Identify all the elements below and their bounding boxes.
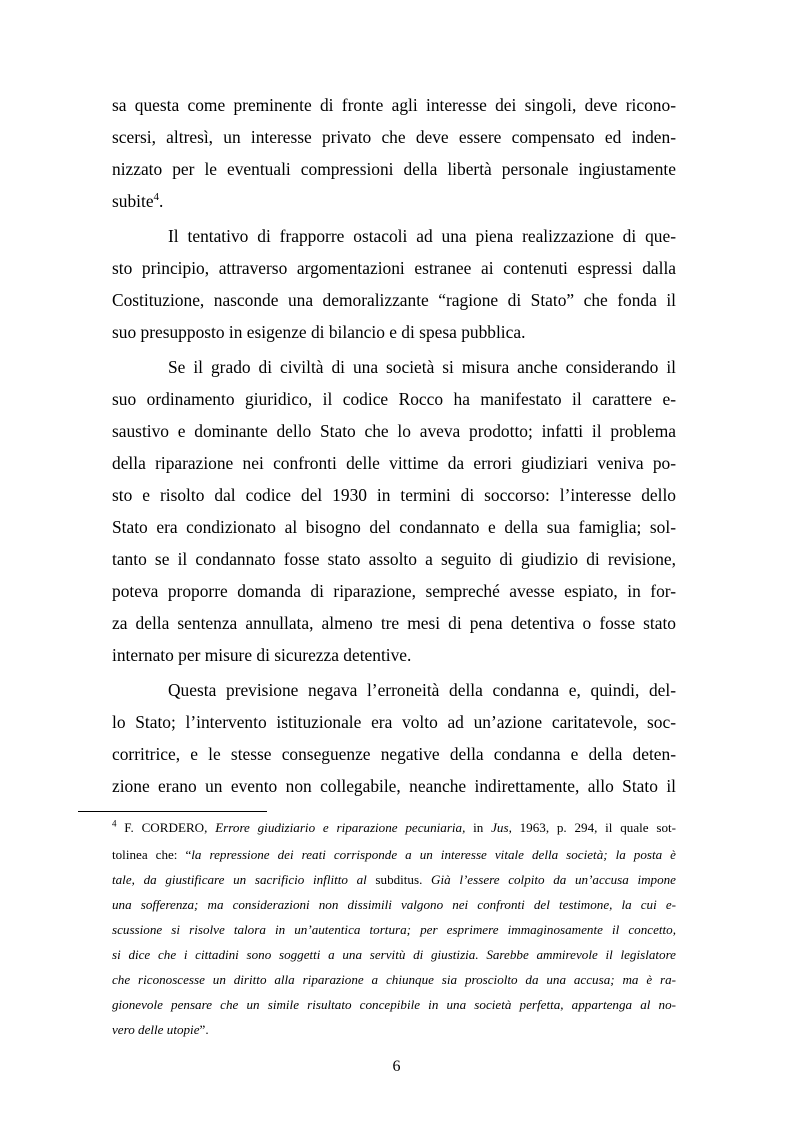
text-line: internato per misure di sicurezza detentive.: [112, 645, 412, 665]
footnote-line: [112, 871, 676, 889]
text-line: Questa previsione negava l’erroneità della condanna e, quindi, del-: [168, 680, 676, 700]
text-fragment: tale, da giustificare un sacrificio inflitto al: [112, 872, 367, 887]
text-line: della riparazione nei confronti delle vittime da errori giudiziari veniva po-: [112, 453, 676, 473]
text-line: scersi, altresì, un interesse privato che deve essere compensato ed inden-: [112, 127, 676, 147]
text-line: saustivo e dominante dello Stato che lo aveva prodotto; infatti il problema: [112, 421, 676, 441]
text-fragment: Jus,: [491, 820, 512, 835]
footnote-line: [112, 971, 676, 989]
text-line: Il tentativo di frapporre ostacoli ad una piena realizzazione di que-: [168, 226, 676, 246]
text-fragment: subditus.: [366, 872, 432, 887]
text-fragment: gionevole pensare che un simile risultato concepibile in una società perfetta, appartenga al no-: [112, 997, 676, 1012]
text-fragment: F. CORDERO,: [116, 820, 216, 835]
text-line: nizzato per le eventuali compressioni della libertà personale ingiustamente: [112, 159, 676, 179]
text-line: Costituzione, nasconde una demoralizzante “ragione di Stato” che fonda il: [112, 290, 676, 310]
footnote-line: [112, 896, 676, 914]
text-line: sto e risolto dal codice del 1930 in termini di soccorso: l’interesse dello: [112, 485, 676, 505]
footnote-line: [112, 1021, 676, 1039]
footnote-line: [112, 946, 676, 964]
text-line: suo presupposto in esigenze di bilancio e di spesa pubblica.: [112, 322, 526, 342]
footnote-separator: [78, 811, 267, 812]
footnote-line: [112, 819, 676, 837]
footnote-line: [112, 996, 676, 1014]
text-line: suo ordinamento giuridico, il codice Rocco ha manifestato il carattere e-: [112, 389, 676, 409]
footnote-line: [112, 921, 676, 939]
text-line: Stato era condizionato al bisogno del condannato e della sua famiglia; sol-: [112, 517, 676, 537]
text-fragment: Già l’essere colpito da un’accusa impone: [431, 872, 676, 887]
text-fragment: 1963, p. 294, il quale sot-: [511, 820, 676, 835]
text-line: lo Stato; l’intervento istituzionale era volto ad un’azione caritatevole, soc-: [112, 712, 676, 732]
text-line: [112, 189, 676, 213]
text-fragment: vero delle utopie: [112, 1022, 200, 1037]
text-line: sa questa come preminente di fronte agli interesse dei singoli, deve ricono-: [112, 95, 676, 115]
text-fragment: ”.: [199, 1022, 209, 1037]
text-fragment: in: [465, 820, 492, 835]
text-line: Se il grado di civiltà di una società si misura anche considerando il: [168, 357, 676, 377]
text-line: zione erano un evento non collegabile, neanche indirettamente, allo Stato il: [112, 776, 676, 796]
text-fragment: scussione si risolve talora in un’autentica tortura; per esprimere immaginosamente il concetto,: [112, 922, 676, 937]
text-line: poteva proporre domanda di riparazione, sempreché avesse espiato, in for-: [112, 581, 676, 601]
text-fragment: la repressione dei reati corrisponde a un interesse vitale della società; la posta è: [191, 847, 676, 862]
text-line: sto principio, attraverso argomentazioni estranee ai contenuti espressi dalla: [112, 258, 676, 278]
text-fragment: si dice che i cittadini sono soggetti a una servitù di giustizia. Sarebbe ammirevole il legislatore: [112, 947, 676, 962]
text-line: za della sentenza annullata, almeno tre mesi di pena detentiva o fosse stato: [112, 613, 676, 633]
text-fragment: che riconoscesse un diritto alla riparazione a chiunque sia prosciolto da una accusa; ma è ra-: [112, 972, 676, 987]
text-fragment: una sofferenza; ma considerazioni non dissimili valgono nei confronti del testimone, la cui e-: [112, 897, 676, 912]
text-fragment: tolinea che: “: [112, 847, 192, 862]
footnote-number: 4: [112, 818, 117, 829]
text-line: tanto se il condannato fosse stato assolto a seguito di giudizio di revisione,: [112, 549, 676, 569]
page-number: 6: [392, 1058, 401, 1075]
text-fragment: subite: [112, 191, 154, 211]
footnote-line: [112, 846, 676, 864]
text-fragment: Errore giudiziario e riparazione pecuniaria,: [215, 820, 466, 835]
footnote-reference: 4: [153, 191, 160, 204]
text-line: corritrice, e le stesse conseguenze negative della condanna e della deten-: [112, 744, 676, 764]
text-fragment: .: [159, 191, 164, 211]
